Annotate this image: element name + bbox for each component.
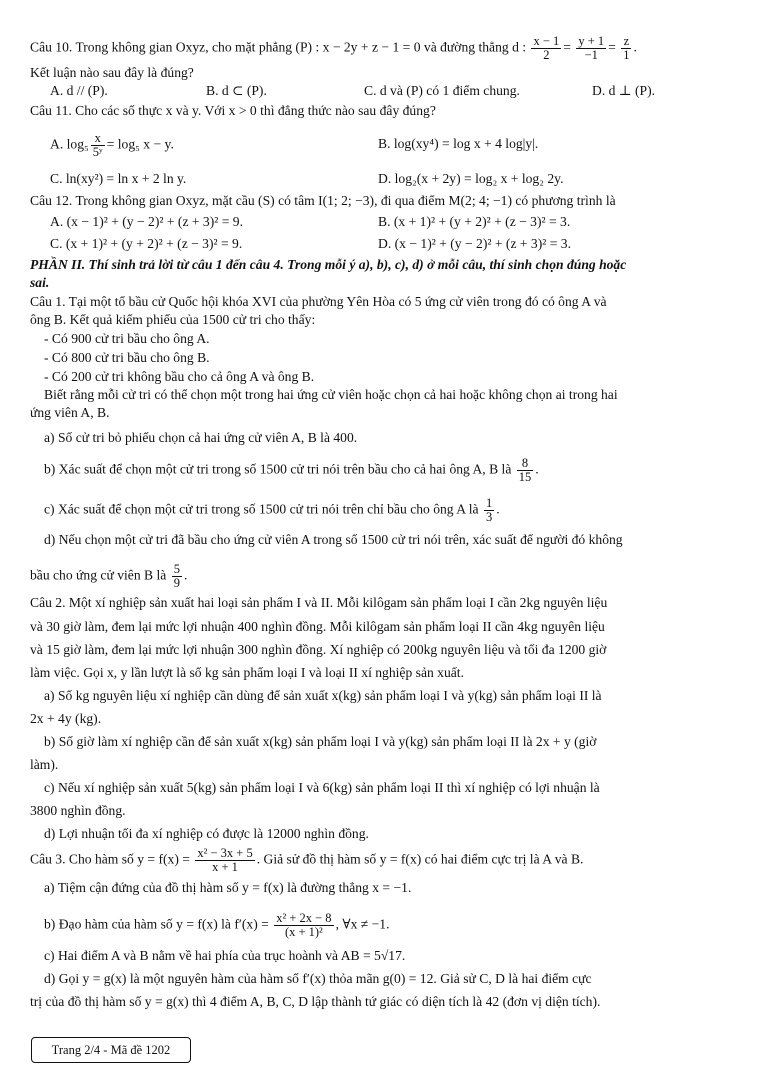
q10-ask: Kết luận nào sau đây là đúng?	[30, 65, 194, 80]
q11-stem: Câu 11. Cho các số thực x và y. Với x > 0 thì đẳng thức nào sau đây đúng?	[30, 103, 436, 118]
p1-line: ông B. Kết quả kiểm phiếu của 1500 cử tri cho thấy:	[30, 312, 316, 327]
p1-statement-c: c) Xác suất để chọn một cử tri trong số 1500 cử tri nói trên chỉ bầu cho ông A là $\frac{1}{3}$ .	[44, 496, 500, 524]
p2-line: làm việc. Gọi x, y lần lượt là số kg sản phẩm loại I và loại II xí nghiệp sản xuất.	[30, 665, 464, 680]
p2-statement-b-cont: làm).	[30, 757, 59, 772]
q12-stem: Câu 12. Trong không gian Oxyz, mặt cầu (S) có tâm I(1; 2; −3), đi qua điểm M(2; 4; −1) có phương trình là	[30, 193, 616, 208]
p1-statement-d-cont: bầu cho ứng cử viên B là $\frac{5}{9}$ .	[30, 562, 188, 590]
p1-statement-b: b) Xác suất để chọn một cử tri trong số 1500 cử tri nói trên bầu cho cả hai ông A, B là $\frac{8}{15}$ .	[44, 456, 539, 484]
p3-statement-d-cont: trị của đồ thị hàm số y = g(x) thì 4 điểm A, B, C, D lập thành tứ giác có diện tích là 42 (đơn vị diện tích).	[30, 994, 601, 1009]
p3-statement-a: a) Tiệm cận đứng của đồ thị hàm số y = f(x) là đường thẳng x = −1.	[44, 880, 412, 895]
q11-option-d: D. log₂(x + 2y) = log₂ x + log₂ 2y.	[378, 171, 564, 186]
q11-option-a: A. log₅ $\frac{x}{\text{5ʸ}}$ = log₅ x − y.	[50, 131, 174, 159]
p1-statement-a: a) Số cử tri bỏ phiếu chọn cả hai ứng cử viên A, B là 400.	[44, 430, 358, 445]
q12-option-c: C. (x + 1)² + (y + 2)² + (z − 3)² = 9.	[50, 236, 243, 251]
p3-statement-b: b) Đạo hàm của hàm số y = f(x) là f′(x) = $\frac{\text{x² + 2x − 8}}{\text{(x + 1)²}}$ , ∀x ≠ −1.	[44, 911, 390, 939]
q10-option-d: D. d ⊥ (P).	[592, 83, 656, 98]
part2-heading: PHẦN II. Thí sinh trả lời từ câu 1 đến câu 4. Trong mỗi ý a), b), c), d) ở mỗi câu, thí sinh chọn đúng hoặc	[30, 257, 627, 272]
p2-statement-a-cont: 2x + 4y (kg).	[30, 711, 102, 726]
p2-line: và 15 giờ làm, đem lại mức lợi nhuận 300 nghìn đồng. Xí nghiệp có 200kg nguyên liệu và tối đa 1200 giờ	[30, 642, 607, 657]
p1-line: - Có 900 cử tri bầu cho ông A.	[44, 331, 210, 346]
p1-line: - Có 200 cử tri không bầu cho cả ông A và ông B.	[44, 369, 315, 384]
p3-statement-d: d) Gọi y = g(x) là một nguyên hàm của hàm số f′(x) thỏa mãn g(0) = 12. Giả sử C, D là hai điểm cực	[44, 971, 592, 986]
p1-line: Biết rằng mỗi cử tri có thể chọn một trong hai ứng cử viên hoặc chọn cả hai hoặc không chọn ai trong hai	[44, 387, 618, 402]
page-footer-label: Trang 2/4 - Mã đề 1202	[31, 1037, 191, 1063]
q10-option-c: C. d và (P) có 1 điểm chung.	[364, 83, 520, 98]
p3-statement-c: c) Hai điểm A và B nằm về hai phía của trục hoành và AB = 5√17.	[44, 948, 406, 963]
p1-line: Câu 1. Tại một tổ bầu cử Quốc hội khóa XVI của phường Yên Hòa có 5 ứng cử viên trong đó có ông A và	[30, 294, 607, 309]
p1-statement-d: d) Nếu chọn một cử tri đã bầu cho ứng cử viên A trong số 1500 cử tri nói trên, xác suất để người đó không	[44, 532, 623, 547]
q11-option-c: C. ln(xy²) = ln x + 2 ln y.	[50, 171, 187, 186]
p2-statement-d: d) Lợi nhuận tối đa xí nghiệp có được là 12000 nghìn đồng.	[44, 826, 369, 841]
p2-statement-b: b) Số giờ làm xí nghiệp cần để sản xuất x(kg) sản phẩm loại I và y(kg) sản phẩm loại II là 2x + y (giờ	[44, 734, 597, 749]
p2-line: Câu 2. Một xí nghiệp sản xuất hai loại sản phẩm I và II. Mỗi kilôgam sản phẩm loại I cần 2kg nguyên liệu	[30, 595, 608, 610]
q10-frac-x: $\frac{x - 1}{2}$	[533, 34, 560, 62]
q10-frac-y: $\frac{y + 1}{-1}$	[578, 34, 605, 62]
p2-statement-a: a) Số kg nguyên liệu xí nghiệp cần dùng để sản xuất x(kg) sản phẩm loại I và y(kg) sản phẩm loại II là	[44, 688, 602, 703]
p2-statement-c: c) Nếu xí nghiệp sản xuất 5(kg) sản phẩm loại I và 6(kg) sản phẩm loại II thì xí nghiệp có lợi nhuận là	[44, 780, 600, 795]
q12-option-b: B. (x + 1)² + (y + 2)² + (z − 3)² = 3.	[378, 214, 571, 229]
q10-stem: Câu 10. Trong không gian Oxyz, cho mặt phẳng (P) : x − 2y + z − 1 = 0 và đường thẳng d : $\frac{x - 1}{2}$ = $\frac{y + 1}{-1}$ = $\frac{z}{1}$ .	[30, 34, 637, 62]
p2-statement-c-cont: 3800 nghìn đồng.	[30, 803, 126, 818]
q10-stem-text: Câu 10. Trong không gian Oxyz, cho mặt phẳng (P) : x − 2y + z − 1 = 0 và đường thẳng d :	[30, 39, 527, 55]
q11-option-b: B. log(xy⁴) = log x + 4 log|y|.	[378, 136, 539, 151]
p1-line: - Có 800 cử tri bầu cho ông B.	[44, 350, 210, 365]
q10-option-b: B. d ⊂ (P).	[206, 83, 267, 98]
q12-option-a: A. (x − 1)² + (y − 2)² + (z + 3)² = 9.	[50, 214, 243, 229]
p3-stem: Câu 3. Cho hàm số y = f(x) = $\frac{\text{x² − 3x + 5}}{x + 1}$ . Giả sử đồ thị hàm số y = f(x) có hai điểm cực trị là A và B.	[30, 846, 584, 874]
part2-heading-cont: sai.	[30, 275, 50, 290]
q10-frac-z: $\frac{z}{1}$	[623, 34, 630, 62]
p1-line: ứng viên A, B.	[30, 405, 110, 420]
p2-line: và 30 giờ làm, đem lại mức lợi nhuận 400 nghìn đồng. Mỗi kilôgam sản phẩm loại II cần 4kg nguyên liệu	[30, 619, 605, 634]
q12-option-d: D. (x − 1)² + (y − 2)² + (z + 3)² = 3.	[378, 236, 571, 251]
q10-option-a: A. d // (P).	[50, 83, 108, 98]
